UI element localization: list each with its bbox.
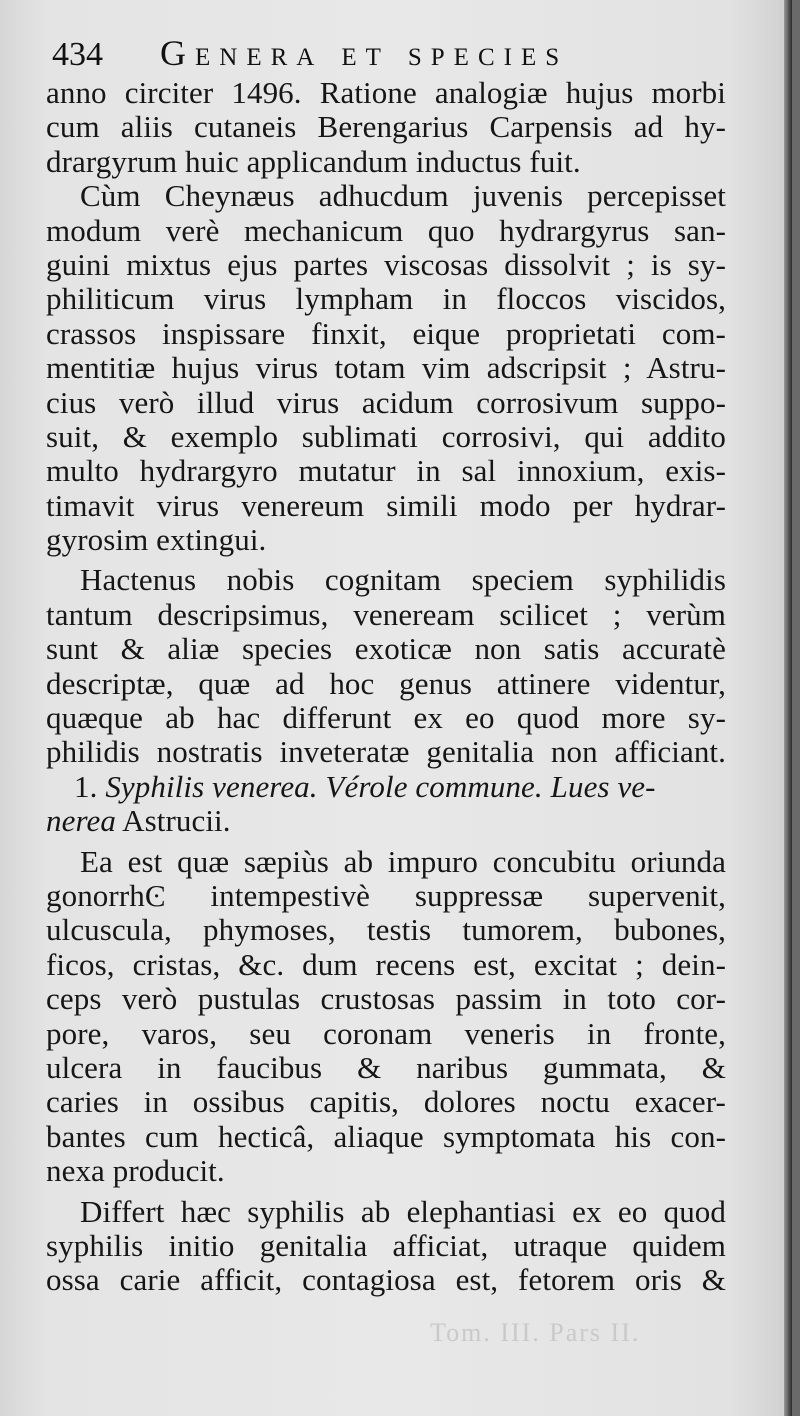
species-number: 1. <box>74 769 98 804</box>
running-title: Genera et species <box>160 33 569 73</box>
text-line: gonorrhϾ intempestivè suppressæ supervenit, <box>46 878 726 913</box>
text-line: ulcuscula, phymoses, testis tumorem, bubones, <box>46 913 726 948</box>
species-french-name: Vérole commune. <box>325 769 543 804</box>
species-author: Astrucii. <box>122 804 231 839</box>
text-line: gyrosim extingui. <box>46 523 267 558</box>
text-line: crassos inspissare finxit, eique proprietati com- <box>46 316 726 351</box>
text-line: guini mixtus ejus partes viscosas dissolvit ; is sy- <box>46 247 726 282</box>
text-line: nexa producit. <box>46 1154 225 1189</box>
text-line: cius verò illud virus acidum corrosivum suppo- <box>46 385 726 420</box>
faint-signature-mark: Tom. III. Pars II. <box>430 1318 641 1347</box>
species-heading-continuation <box>46 804 726 838</box>
text-line: timavit virus venereum simili modo per hydrar- <box>46 488 726 523</box>
species-name: Syphilis venerea. <box>105 769 318 804</box>
page-number: 434 <box>52 36 103 73</box>
text-line: ficos, cristas, &c. dum recens est, excitat ; dein- <box>46 947 726 982</box>
text-line: pore, varos, seu coronam veneris in fronte, <box>46 1016 726 1051</box>
paragraph-start-line: Cùm Cheynæus adhucdum juvenis percepisset <box>80 179 726 214</box>
text-line: sunt & aliæ species exoticæ non satis accuratè <box>46 632 726 667</box>
text-line: ulcera in faucibus & naribus gummata, & <box>46 1050 726 1085</box>
text-line: syphilis initio genitalia afficiat, utraque quidem <box>46 1228 726 1263</box>
text-line: ossa carie afficit, contagiosa est, fetorem oris & <box>46 1263 726 1298</box>
text-line: drargyrum huic applicandum inductus fuit. <box>46 144 581 179</box>
species-synonym-continued: nerea <box>46 804 116 839</box>
paragraph-start-line: Ea est quæ sæpiùs ab impuro concubitu oriunda <box>80 844 726 879</box>
text-line: anno circiter 1496. Ratione analogiæ hujus morbi <box>46 76 726 110</box>
text-line: quæque ab hac differunt ex eo quod more sy- <box>46 701 726 736</box>
text-line: cum aliis cutaneis Berengarius Carpensis ad hy- <box>46 110 726 145</box>
text-line: caries in ossibus capitis, dolores noctu exacer- <box>46 1085 726 1120</box>
text-line: philidis nostratis inveteratæ genitalia non afficiant. <box>46 735 726 770</box>
text-line: tantum descripsimus, veneream scilicet ; verùm <box>46 597 726 632</box>
text-line: multo hydrargyro mutatur in sal innoxium, exis- <box>46 454 726 489</box>
page-edge-shadow <box>784 0 792 1416</box>
text-line: bantes cum hecticâ, aliaque symptomata his con- <box>46 1119 726 1154</box>
main-text <box>46 76 726 1298</box>
text-line: mentitiæ hujus virus totam vim adscripsit ; Astru- <box>46 351 726 386</box>
text-line: philiticum virus lympham in floccos viscidos, <box>46 282 726 317</box>
paragraph-start-line: Hactenus nobis cognitam speciem syphilidis <box>80 563 726 598</box>
species-heading-line <box>46 770 726 804</box>
text-line: descriptæ, quæ ad hoc genus attinere videntur, <box>46 666 726 701</box>
text-line: ceps verò pustulas crustosas passim in toto cor- <box>46 982 726 1017</box>
species-synonym: Lues ve- <box>550 769 656 804</box>
page-header <box>52 30 752 80</box>
text-line: modum verè mechanicum quo hydrargyrus san- <box>46 213 726 248</box>
text-line: suit, & exemplo sublimati corrosivi, qui addito <box>46 419 726 454</box>
paragraph-start-line: Differt hæc syphilis ab elephantiasi ex eo quod <box>80 1194 726 1229</box>
